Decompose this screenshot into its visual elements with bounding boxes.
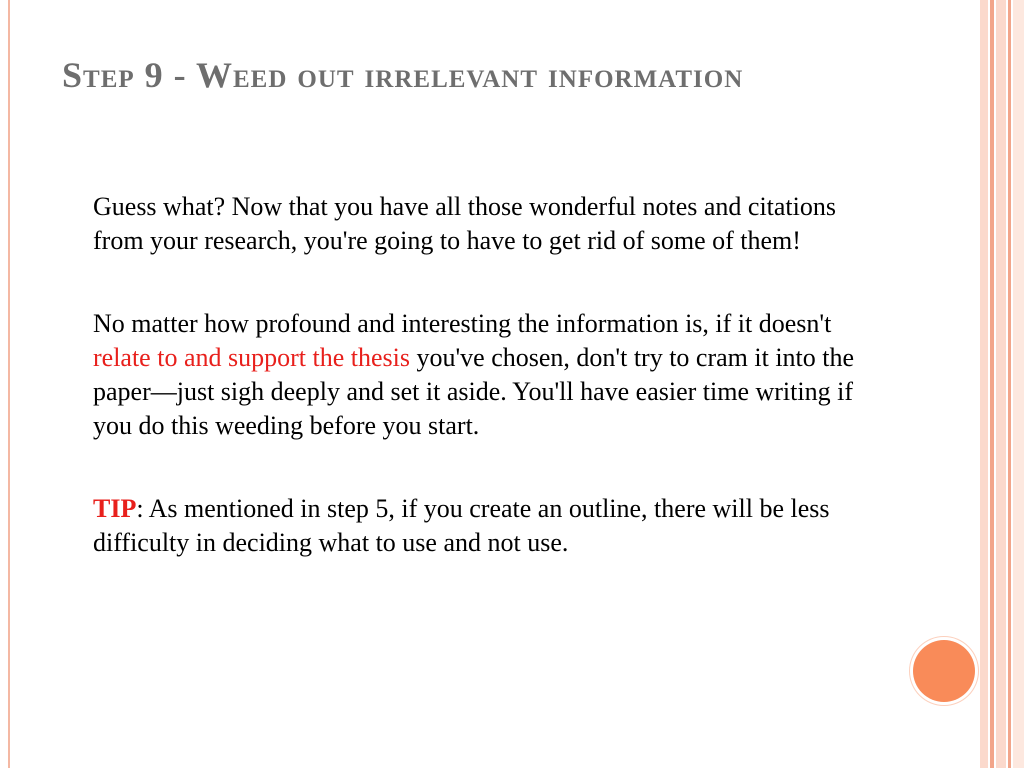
accent-circle	[913, 640, 975, 702]
right-border-stripe	[996, 0, 1006, 768]
paragraph-intro: Guess what? Now that you have all those wonderful notes and citations from your research, you're going to have to get rid of some of them!	[93, 192, 836, 255]
paragraph-text: you've chosen, don't try to cram it into the paper—just sigh deeply and set it aside. You'll have easier time writing if you do this weeding before you start.	[93, 343, 855, 440]
highlighted-phrase: relate to and support the thesis	[93, 343, 410, 372]
left-border-line	[8, 0, 10, 768]
right-border-stripe	[980, 0, 988, 768]
tip-text: : As mentioned in step 5, if you create an outline, there will be less difficulty in deciding what to use and not use.	[93, 494, 830, 557]
paragraph-text: No matter how profound and interesting the information is, if it doesn't	[93, 309, 832, 338]
slide-title: Step 9 - Weed out irrelevant information	[62, 55, 744, 95]
slide-body	[93, 190, 883, 609]
paragraph-relevance	[93, 307, 883, 443]
right-border-stripe	[990, 0, 994, 768]
tip-label: TIP	[93, 494, 137, 523]
right-border-stripe	[1008, 0, 1011, 768]
right-border-stripe	[1013, 0, 1024, 768]
paragraph-tip	[93, 492, 883, 560]
